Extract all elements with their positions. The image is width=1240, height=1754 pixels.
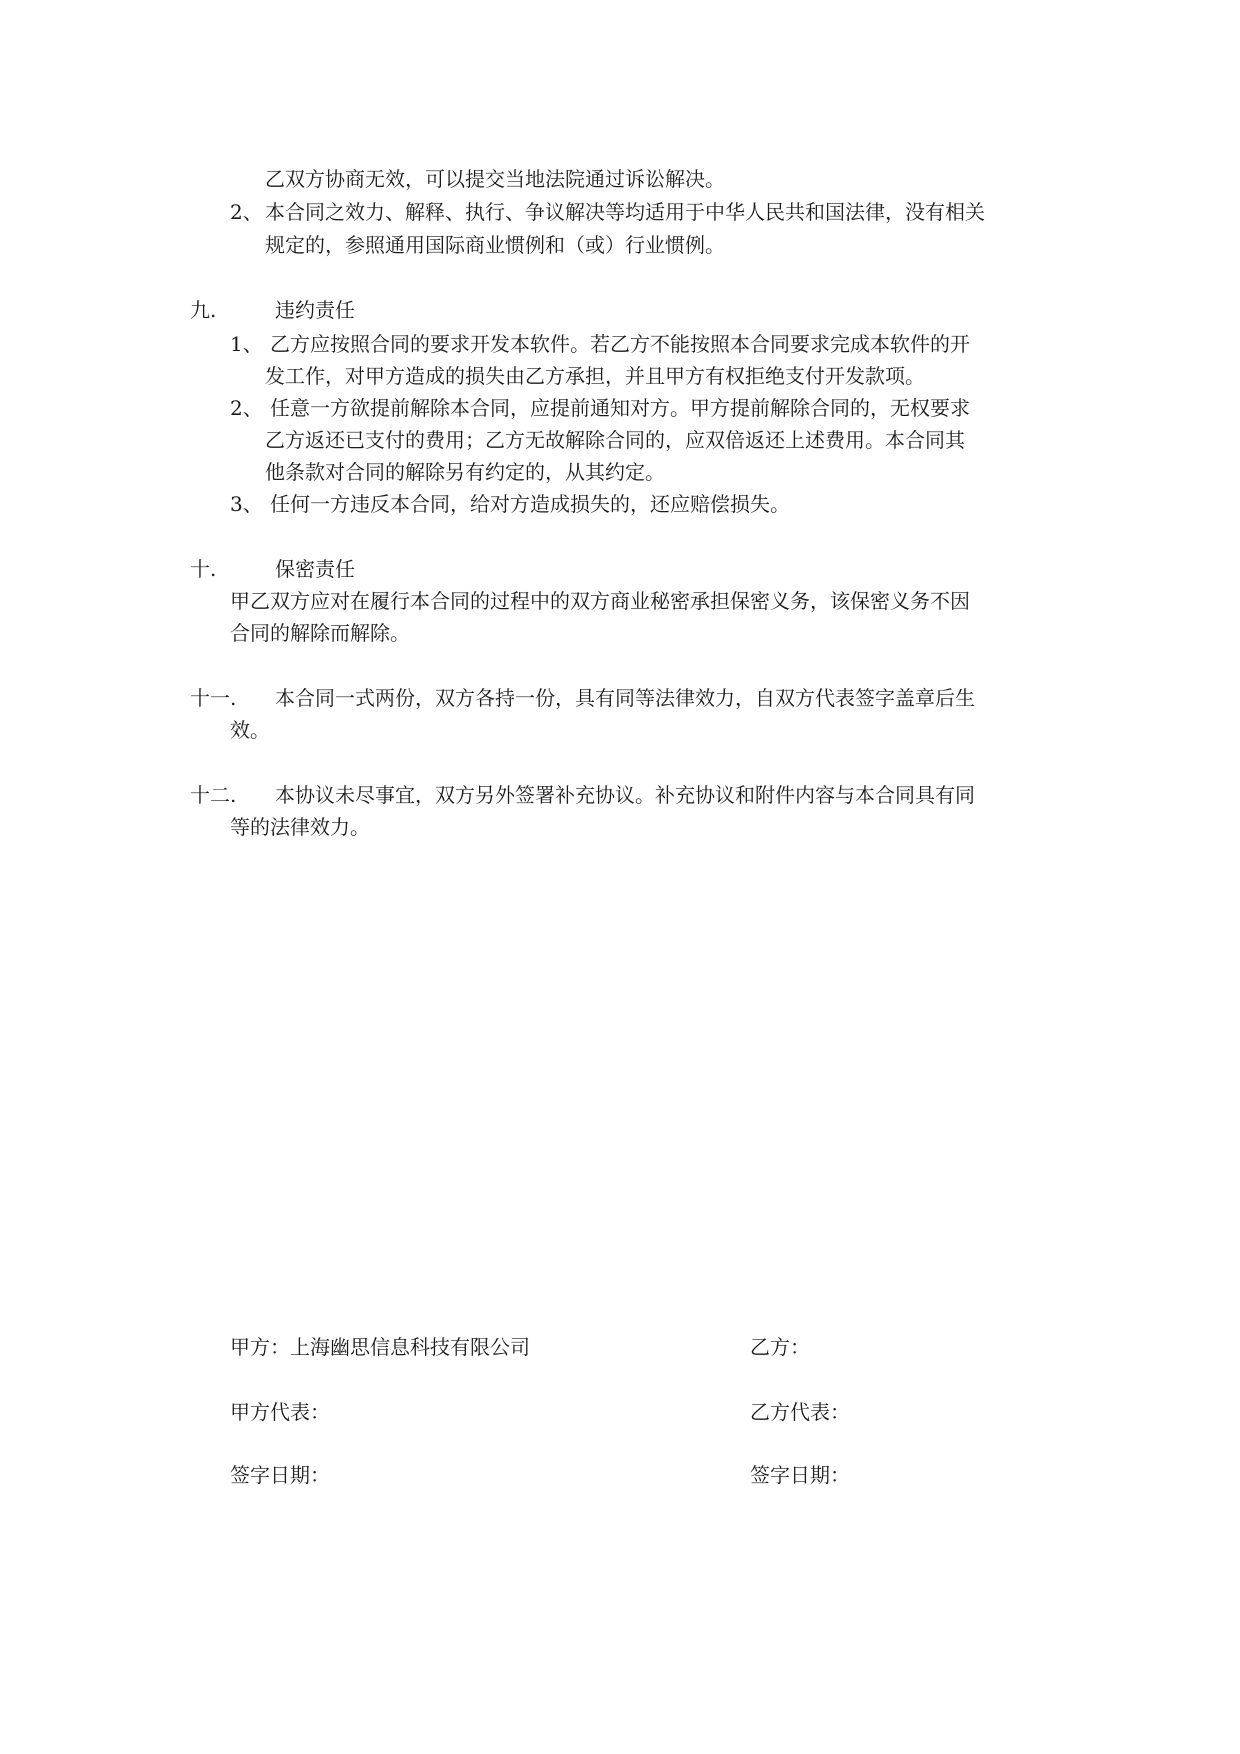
section-10-title: 保密责任 xyxy=(275,557,355,581)
clause-9-2-number: 2、 xyxy=(230,396,263,420)
section-11-body-line-1: 本合同一式两份，双方各持一份，具有同等法律效力，自双方代表签字盖章后生 xyxy=(275,686,975,710)
clause-9-2-text-line-3: 他条款对合同的解除另有约定的，从其约定。 xyxy=(265,460,665,484)
clause-9-2-text-line-2: 乙方返还已支付的费用；乙方无故解除合同的，应双倍返还上述费用。本合同其 xyxy=(265,428,965,452)
section-9-title: 违约责任 xyxy=(275,298,355,322)
section-11-body-line-2: 效。 xyxy=(230,718,270,742)
clause-9-3-number: 3、 xyxy=(230,492,263,516)
clause-9-1-number: 1、 xyxy=(230,332,263,356)
clause-8-2-number: 2、 xyxy=(230,200,263,224)
clause-8-2-text-line-2: 规定的，参照通用国际商业惯例和（或）行业惯例。 xyxy=(265,233,725,257)
clause-8-2-text-line-1: 本合同之效力、解释、执行、争议解决等均适用于中华人民共和国法律，没有相关 xyxy=(265,200,985,224)
party-a-sign-date: 签字日期： xyxy=(230,1463,330,1487)
section-12-number: 十二. xyxy=(190,783,237,807)
party-a-name: 甲方：上海幽思信息科技有限公司 xyxy=(230,1335,530,1359)
clause-8-1-continuation: 乙双方协商无效，可以提交当地法院通过诉讼解决。 xyxy=(265,167,725,191)
section-12-body-line-2: 等的法律效力。 xyxy=(230,815,370,839)
party-b-representative: 乙方代表： xyxy=(750,1400,850,1424)
clause-9-3-text: 任何一方违反本合同，给对方造成损失的，还应赔偿损失。 xyxy=(270,492,790,516)
section-10-body-line-1: 甲乙双方应对在履行本合同的过程中的双方商业秘密承担保密义务，该保密义务不因 xyxy=(230,589,970,613)
section-9-number: 九. xyxy=(190,298,217,322)
clause-9-2-text-line-1: 任意一方欲提前解除本合同，应提前通知对方。甲方提前解除合同的，无权要求 xyxy=(270,396,970,420)
section-10-body-line-2: 合同的解除而解除。 xyxy=(230,621,410,645)
clause-9-1-text-line-2: 发工作，对甲方造成的损失由乙方承担，并且甲方有权拒绝支付开发款项。 xyxy=(265,364,925,388)
clause-9-1-text-line-1: 乙方应按照合同的要求开发本软件。若乙方不能按照本合同要求完成本软件的开 xyxy=(270,332,970,356)
section-10-number: 十. xyxy=(190,557,217,581)
section-11-number: 十一. xyxy=(190,686,237,710)
party-b-name: 乙方： xyxy=(750,1335,810,1359)
party-a-representative: 甲方代表： xyxy=(230,1400,330,1424)
party-b-sign-date: 签字日期： xyxy=(750,1463,850,1487)
section-12-body-line-1: 本协议未尽事宜，双方另外签署补充协议。补充协议和附件内容与本合同具有同 xyxy=(275,783,975,807)
